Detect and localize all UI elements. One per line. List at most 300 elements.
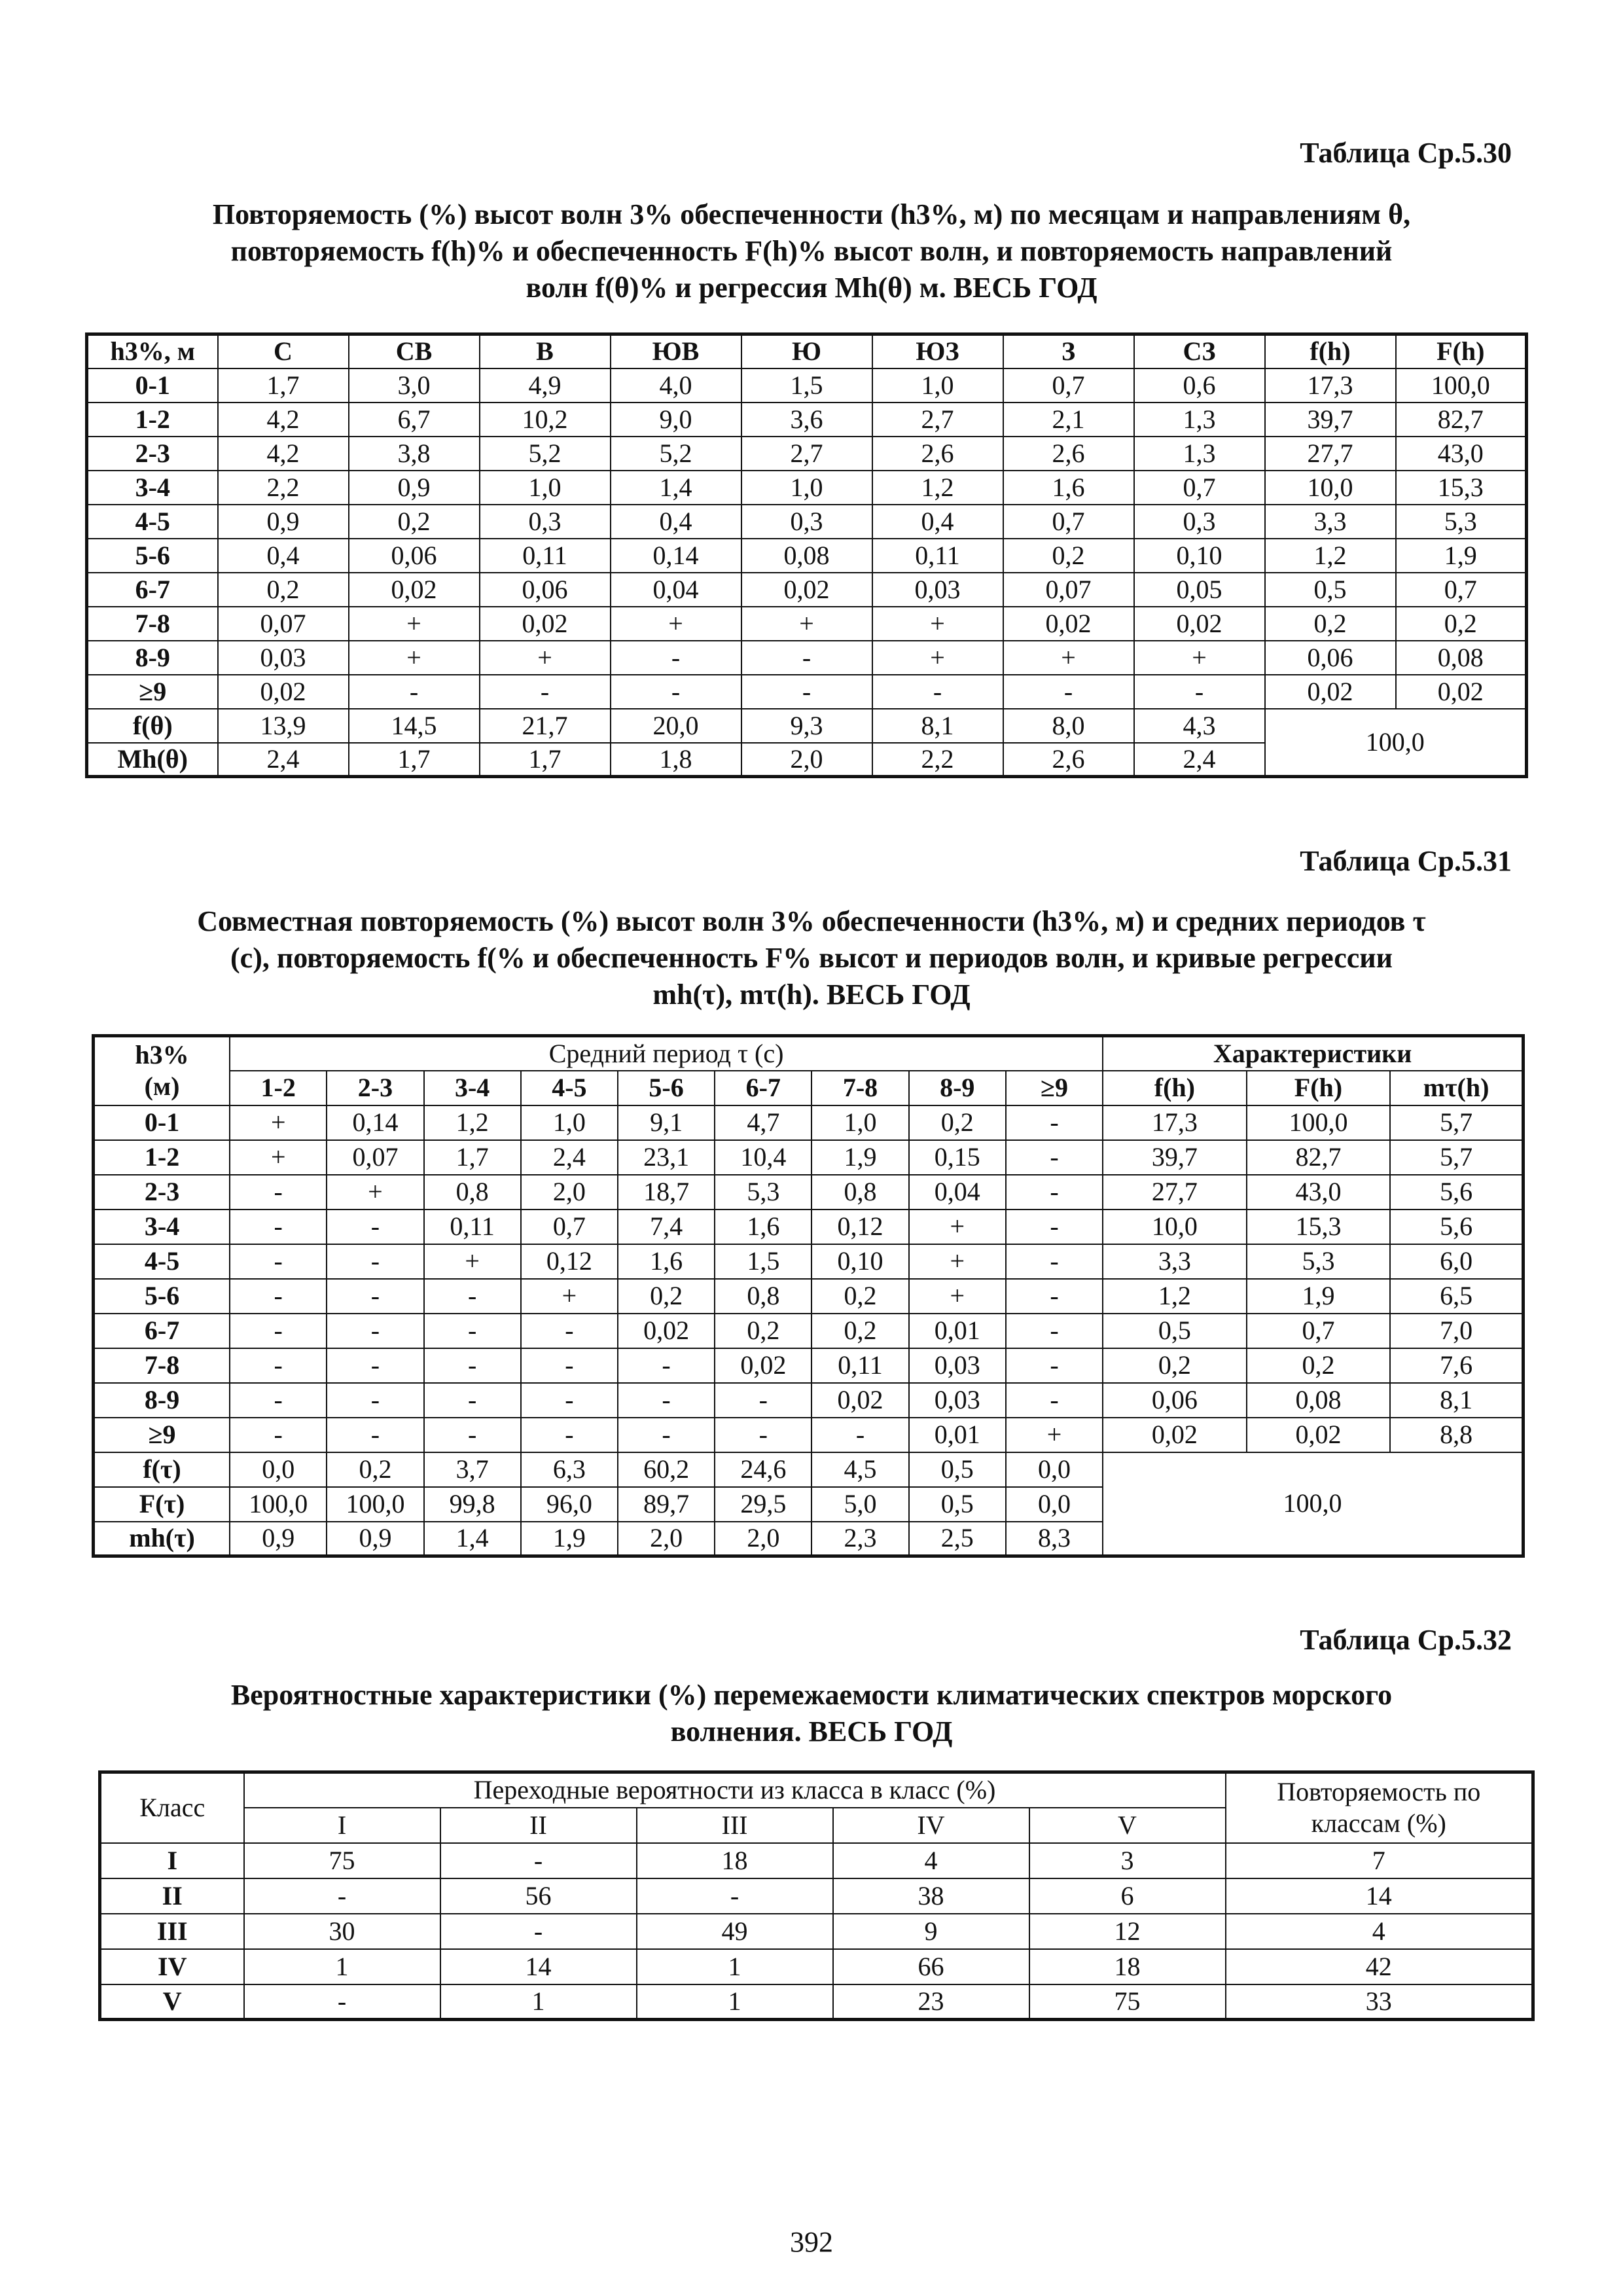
table-cell: 24,6 (715, 1452, 812, 1487)
table-cell: 1 (440, 1984, 637, 2020)
table-header-row (100, 1772, 1533, 1808)
table-cell: - (424, 1418, 521, 1452)
table-cell: - (618, 1348, 715, 1383)
table-cell: 23,1 (618, 1140, 715, 1175)
table-cell: 0,11 (872, 539, 1003, 573)
table-cell: 8,3 (1006, 1522, 1103, 1556)
table-cell: 23 (833, 1984, 1029, 2020)
total-cell: 100,0 (1103, 1452, 1523, 1556)
table-cell: 0,8 (424, 1175, 521, 1210)
table-row (87, 471, 1527, 505)
table-cell: 0,3 (480, 505, 611, 539)
column-header: ЮВ (611, 334, 741, 368)
table-cell: 2,4 (218, 743, 349, 777)
table-cell: 9 (833, 1914, 1029, 1949)
table-cell: 100,0 (327, 1487, 423, 1522)
period-header: 3-4 (424, 1071, 521, 1105)
table-header-row (87, 334, 1527, 368)
table-cell: 0,3 (741, 505, 872, 539)
table-cell: 4,0 (611, 368, 741, 403)
table-cell: 1,7 (218, 368, 349, 403)
table-cell: 5,0 (812, 1487, 908, 1522)
table-cell: 0,02 (480, 607, 611, 641)
table-cell: 0,11 (480, 539, 611, 573)
characteristic-header: F(h) (1247, 1071, 1391, 1105)
table-cell: 2,7 (741, 437, 872, 471)
table-cell: 0,02 (1134, 607, 1265, 641)
table-cell: 100,0 (1247, 1105, 1391, 1140)
table-cell: 1,9 (812, 1140, 908, 1175)
table-cell: 4,5 (812, 1452, 908, 1487)
table-cell: 0,5 (909, 1487, 1006, 1522)
table-cell: 10,2 (480, 403, 611, 437)
table-cell: 5,2 (480, 437, 611, 471)
table-cell: 0,4 (872, 505, 1003, 539)
column-header: С (218, 334, 349, 368)
table-cell: 0,11 (424, 1210, 521, 1244)
row-header: 7-8 (94, 1348, 230, 1383)
table-cell: 0,2 (1396, 607, 1527, 641)
row-header: IV (100, 1949, 244, 1984)
table-cell: 14 (1226, 1878, 1533, 1914)
table-cell: 49 (637, 1914, 833, 1949)
table-cell: 7,0 (1390, 1314, 1523, 1348)
table-row (94, 1105, 1524, 1140)
table-cell: - (1006, 1140, 1103, 1175)
table-cell: 20,0 (611, 709, 741, 743)
table-cell: 0,02 (1103, 1418, 1247, 1452)
table-cell: - (424, 1348, 521, 1383)
table-cell: 3 (1029, 1843, 1226, 1878)
table-cell: 96,0 (521, 1487, 618, 1522)
table-row (100, 1949, 1533, 1984)
table-cell: 8,1 (872, 709, 1003, 743)
table-cell: 2,5 (909, 1522, 1006, 1556)
table-532-caption (98, 1677, 1525, 1750)
table-cell: - (230, 1314, 327, 1348)
row-header: 7-8 (87, 607, 218, 641)
table-cell: 0,02 (218, 675, 349, 709)
period-header: ≥9 (1006, 1071, 1103, 1105)
table-cell: 10,4 (715, 1140, 812, 1175)
caption-line: повторяемость f(h)% и обеспеченность F(h)% высот волн, и повторяемость направлений (230, 235, 1393, 267)
table-cell: 2,6 (872, 437, 1003, 471)
table-cell: 82,7 (1247, 1140, 1391, 1175)
table-cell: 0,9 (218, 505, 349, 539)
table-cell: - (521, 1418, 618, 1452)
table-cell: 0,03 (872, 573, 1003, 607)
table-cell: - (1006, 1175, 1103, 1210)
table-532 (98, 1770, 1535, 2021)
table-row (94, 1348, 1524, 1383)
table-cell: - (1006, 1244, 1103, 1279)
table-subheader-row (94, 1071, 1524, 1105)
table-cell: 1,0 (521, 1105, 618, 1140)
table-cell: 8,8 (1390, 1418, 1523, 1452)
table-cell: 0,5 (1265, 573, 1396, 607)
table-cell: 4,7 (715, 1105, 812, 1140)
table-cell: - (327, 1279, 423, 1314)
column-header: f(h) (1265, 334, 1396, 368)
table-cell: - (440, 1914, 637, 1949)
table-cell: - (327, 1348, 423, 1383)
table-cell: 0,02 (1247, 1418, 1391, 1452)
table-cell: 43,0 (1396, 437, 1527, 471)
column-header: F(h) (1396, 334, 1527, 368)
table-cell: 3,3 (1265, 505, 1396, 539)
table-cell: - (741, 641, 872, 675)
table-cell: 1,0 (741, 471, 872, 505)
table-cell: 5,3 (1247, 1244, 1391, 1279)
characteristic-header: mτ(h) (1390, 1071, 1523, 1105)
table-cell: + (1006, 1418, 1103, 1452)
table-cell: 7,4 (618, 1210, 715, 1244)
table-531 (92, 1034, 1525, 1558)
table-row (94, 1452, 1524, 1487)
table-cell: 89,7 (618, 1487, 715, 1522)
table-cell: 0,4 (611, 505, 741, 539)
table-row (94, 1383, 1524, 1418)
table-cell: 0,02 (618, 1314, 715, 1348)
table-532-number: Таблица Ср.5.32 (1300, 1624, 1512, 1656)
table-cell: - (1006, 1314, 1103, 1348)
row-header: F(τ) (94, 1487, 230, 1522)
table-cell: 0,12 (521, 1244, 618, 1279)
table-cell: 2,0 (618, 1522, 715, 1556)
table-cell: 17,3 (1265, 368, 1396, 403)
table-cell: 0,14 (611, 539, 741, 573)
column-header: В (480, 334, 611, 368)
table-cell: 0,2 (715, 1314, 812, 1348)
table-cell: 1,5 (715, 1244, 812, 1279)
table-cell: 2,6 (1003, 743, 1134, 777)
table-cell: 6,3 (521, 1452, 618, 1487)
table-cell: 1,6 (715, 1210, 812, 1244)
table-cell: 1,9 (1396, 539, 1527, 573)
table-cell: 5,6 (1390, 1175, 1523, 1210)
table-cell: 0,5 (1103, 1314, 1247, 1348)
class-column-header: III (637, 1808, 833, 1843)
table-cell: 4,9 (480, 368, 611, 403)
table-row (100, 1878, 1533, 1914)
class-column-header: V (1029, 1808, 1226, 1843)
table-cell: 0,9 (230, 1522, 327, 1556)
table-530-caption (98, 196, 1525, 306)
table-row (87, 368, 1527, 403)
table-cell: 66 (833, 1949, 1029, 1984)
period-group-header: Средний период τ (с) (230, 1036, 1103, 1071)
period-header: 5-6 (618, 1071, 715, 1105)
table-cell: 1 (637, 1984, 833, 2020)
table-cell: 18 (1029, 1949, 1226, 1984)
table-cell: 27,7 (1103, 1175, 1247, 1210)
table-cell: - (618, 1383, 715, 1418)
table-cell: 0,08 (741, 539, 872, 573)
table-row (87, 709, 1527, 743)
table-cell: 0,01 (909, 1314, 1006, 1348)
table-cell: 0,5 (909, 1452, 1006, 1487)
table-cell: 60,2 (618, 1452, 715, 1487)
table-cell: 6,7 (349, 403, 480, 437)
table-row (94, 1314, 1524, 1348)
table-cell: 0,7 (521, 1210, 618, 1244)
table-cell: 1,6 (618, 1244, 715, 1279)
table-cell: 1,2 (1265, 539, 1396, 573)
table-cell: 100,0 (1396, 368, 1527, 403)
row-header: mh(τ) (94, 1522, 230, 1556)
table-cell: 82,7 (1396, 403, 1527, 437)
table-cell: 1,7 (424, 1140, 521, 1175)
table-531-number: Таблица Ср.5.31 (1300, 845, 1512, 877)
table-cell: 9,1 (618, 1105, 715, 1140)
table-cell: + (521, 1279, 618, 1314)
table-cell: 30 (244, 1914, 440, 1949)
table-cell: - (618, 1418, 715, 1452)
table-cell: - (1006, 1383, 1103, 1418)
table-cell: + (741, 607, 872, 641)
characteristics-group-header: Характеристики (1103, 1036, 1523, 1071)
class-column-header: IV (833, 1808, 1029, 1843)
row-header: ≥9 (94, 1418, 230, 1452)
table-cell: 13,9 (218, 709, 349, 743)
transition-group-header: Переходные вероятности из класса в класс (%) (244, 1772, 1226, 1808)
table-cell: - (327, 1314, 423, 1348)
table-row (87, 573, 1527, 607)
table-cell: 0,06 (480, 573, 611, 607)
table-cell: 0,02 (1003, 607, 1134, 641)
table-cell: 4 (1226, 1914, 1533, 1949)
table-cell: 1,9 (521, 1522, 618, 1556)
table-cell: + (909, 1210, 1006, 1244)
table-cell: 75 (1029, 1984, 1226, 2020)
period-header: 8-9 (909, 1071, 1006, 1105)
table-cell: 6 (1029, 1878, 1226, 1914)
table-cell: 6,5 (1390, 1279, 1523, 1314)
table-row (87, 403, 1527, 437)
table-cell: 0,2 (909, 1105, 1006, 1140)
table-cell: 1,0 (872, 368, 1003, 403)
table-cell: 7 (1226, 1843, 1533, 1878)
table-cell: 0,08 (1247, 1383, 1391, 1418)
row-header: I (100, 1843, 244, 1878)
table-cell: 100,0 (230, 1487, 327, 1522)
table-cell: + (909, 1244, 1006, 1279)
table-cell: - (521, 1314, 618, 1348)
table-cell: 0,2 (349, 505, 480, 539)
period-header: 7-8 (812, 1071, 908, 1105)
table-cell: - (1003, 675, 1134, 709)
table-cell: 5,2 (611, 437, 741, 471)
table-cell: 2,4 (521, 1140, 618, 1175)
table-cell: 0,0 (1006, 1452, 1103, 1487)
table-cell: - (230, 1210, 327, 1244)
table-cell: 1 (637, 1949, 833, 1984)
table-cell: + (1134, 641, 1265, 675)
caption-line: Повторяемость (%) высот волн 3% обеспеченности (h3%, м) по месяцам и направлениям θ, (212, 198, 1411, 230)
table-row (87, 437, 1527, 471)
table-cell: - (715, 1418, 812, 1452)
table-cell: 1,0 (812, 1105, 908, 1140)
table-cell: - (872, 675, 1003, 709)
table-cell: 1 (244, 1949, 440, 1984)
table-cell: 9,0 (611, 403, 741, 437)
table-cell: + (611, 607, 741, 641)
table-row (87, 675, 1527, 709)
table-cell: 43,0 (1247, 1175, 1391, 1210)
table-cell: - (424, 1314, 521, 1348)
table-cell: - (611, 675, 741, 709)
table-row (87, 607, 1527, 641)
table-cell: 9,3 (741, 709, 872, 743)
table-cell: 0,03 (909, 1383, 1006, 1418)
table-row (94, 1210, 1524, 1244)
row-header: Mh(θ) (87, 743, 218, 777)
table-cell: 0,10 (1134, 539, 1265, 573)
table-cell: - (1134, 675, 1265, 709)
table-cell: 3,0 (349, 368, 480, 403)
row-header: 4-5 (87, 505, 218, 539)
table-cell: 2,7 (872, 403, 1003, 437)
column-header: СЗ (1134, 334, 1265, 368)
row-header: 0-1 (87, 368, 218, 403)
table-cell: 2,1 (1003, 403, 1134, 437)
row-header: 4-5 (94, 1244, 230, 1279)
table-cell: 0,04 (909, 1175, 1006, 1210)
row-header: V (100, 1984, 244, 2020)
table-row (87, 539, 1527, 573)
table-cell: 0,0 (230, 1452, 327, 1487)
corner-header-bottom: (м) (144, 1071, 180, 1102)
frequency-header-line: Повторяемость по (1277, 1777, 1481, 1807)
table-cell: 1,2 (1103, 1279, 1247, 1314)
table-cell: 0,7 (1396, 573, 1527, 607)
table-cell: - (327, 1210, 423, 1244)
table-cell: 18 (637, 1843, 833, 1878)
row-header: 3-4 (87, 471, 218, 505)
table-cell: - (327, 1244, 423, 1279)
table-cell: 56 (440, 1878, 637, 1914)
table-cell: - (1006, 1279, 1103, 1314)
table-cell: 33 (1226, 1984, 1533, 2020)
table-cell: 0,7 (1003, 368, 1134, 403)
table-cell: - (611, 641, 741, 675)
table-cell: 0,11 (812, 1348, 908, 1383)
table-cell: 0,03 (909, 1348, 1006, 1383)
period-header: 4-5 (521, 1071, 618, 1105)
table-cell: - (424, 1383, 521, 1418)
table-cell: 1,9 (1247, 1279, 1391, 1314)
table-cell: 15,3 (1247, 1210, 1391, 1244)
table-cell: 2,0 (521, 1175, 618, 1210)
table-cell: 0,2 (327, 1452, 423, 1487)
table-cell: 0,12 (812, 1210, 908, 1244)
table-cell: 8,0 (1003, 709, 1134, 743)
table-cell: 27,7 (1265, 437, 1396, 471)
table-cell: 42 (1226, 1949, 1533, 1984)
table-cell: 0,0 (1006, 1487, 1103, 1522)
class-header: Класс (100, 1772, 244, 1843)
table-cell: 0,02 (1396, 675, 1527, 709)
table-cell: 0,15 (909, 1140, 1006, 1175)
table-cell: 75 (244, 1843, 440, 1878)
row-header: 1-2 (94, 1140, 230, 1175)
corner-header-top: h3% (135, 1040, 189, 1070)
table-cell: 1,4 (611, 471, 741, 505)
page-number: 392 (790, 2226, 833, 2258)
table-cell: 0,3 (1134, 505, 1265, 539)
table-cell: 0,07 (327, 1140, 423, 1175)
column-header: З (1003, 334, 1134, 368)
table-row (87, 641, 1527, 675)
table-cell: 2,3 (812, 1522, 908, 1556)
table-cell: 0,08 (1396, 641, 1527, 675)
table-cell: 4,2 (218, 437, 349, 471)
table-cell: 1,6 (1003, 471, 1134, 505)
table-cell: 1,4 (424, 1522, 521, 1556)
table-row (94, 1244, 1524, 1279)
caption-line: волнения. ВЕСЬ ГОД (670, 1715, 953, 1748)
table-cell: + (349, 641, 480, 675)
table-cell: 0,2 (1103, 1348, 1247, 1383)
table-cell: - (1006, 1105, 1103, 1140)
table-cell: - (440, 1843, 637, 1878)
table-cell: 0,7 (1247, 1314, 1391, 1348)
table-cell: 15,3 (1396, 471, 1527, 505)
table-cell: 29,5 (715, 1487, 812, 1522)
table-cell: 0,7 (1003, 505, 1134, 539)
table-cell: - (230, 1418, 327, 1452)
table-row (100, 1914, 1533, 1949)
table-cell: 3,6 (741, 403, 872, 437)
table-cell: 0,8 (812, 1175, 908, 1210)
table-cell: 2,6 (1003, 437, 1134, 471)
column-header: Ю (741, 334, 872, 368)
row-header: 3-4 (94, 1210, 230, 1244)
table-cell: + (909, 1279, 1006, 1314)
table-cell: 39,7 (1103, 1140, 1247, 1175)
table-cell: 0,14 (327, 1105, 423, 1140)
table-cell: 0,02 (715, 1348, 812, 1383)
table-cell: + (327, 1175, 423, 1210)
table-cell: + (872, 607, 1003, 641)
row-header: 6-7 (94, 1314, 230, 1348)
table-cell: - (521, 1383, 618, 1418)
row-header: 5-6 (87, 539, 218, 573)
table-cell: - (230, 1383, 327, 1418)
table-cell: 1,3 (1134, 403, 1265, 437)
table-cell: 10,0 (1265, 471, 1396, 505)
table-cell: - (230, 1244, 327, 1279)
table-cell: - (715, 1383, 812, 1418)
column-header: СВ (349, 334, 480, 368)
table-cell: 3,8 (349, 437, 480, 471)
table-cell: - (230, 1279, 327, 1314)
table-cell: - (812, 1418, 908, 1452)
table-cell: 1,7 (480, 743, 611, 777)
table-row (100, 1843, 1533, 1878)
table-cell: - (230, 1348, 327, 1383)
table-cell: 0,02 (349, 573, 480, 607)
table-cell: - (230, 1175, 327, 1210)
row-header: 5-6 (94, 1279, 230, 1314)
table-cell: 0,01 (909, 1418, 1006, 1452)
table-cell: 1,5 (741, 368, 872, 403)
table-cell: + (230, 1105, 327, 1140)
table-cell: + (1003, 641, 1134, 675)
table-cell: - (521, 1348, 618, 1383)
table-cell: 0,03 (218, 641, 349, 675)
table-cell: 0,4 (218, 539, 349, 573)
